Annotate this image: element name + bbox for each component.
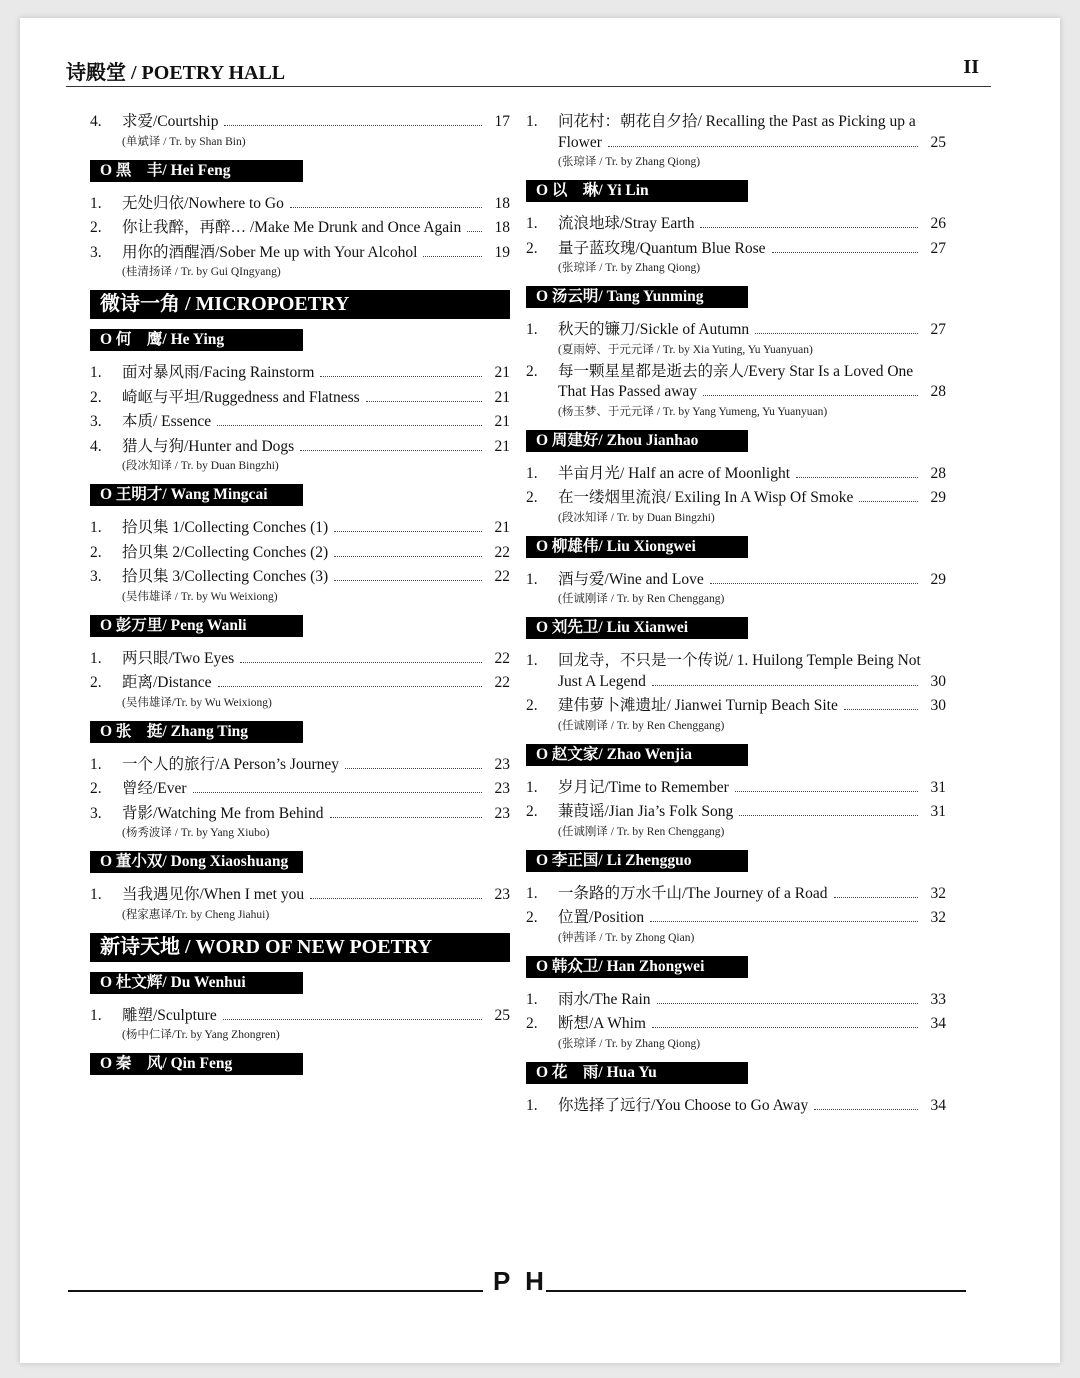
entry-number: 2. (526, 362, 538, 380)
toc-entry[interactable] (526, 570, 946, 608)
toc-entry[interactable] (90, 412, 510, 433)
entry-title: 背影/Watching Me from Behind (122, 804, 324, 822)
translator-credit: (单斌译 / Tr. by Shan Bin) (122, 135, 246, 148)
entry-page-number: 27 (930, 239, 946, 257)
toc-line (90, 755, 510, 776)
entry-title: 流浪地球/Stray Earth (558, 215, 695, 232)
toc-entry[interactable] (526, 488, 946, 526)
toc-entry[interactable] (526, 362, 946, 420)
dot-leader (217, 425, 482, 426)
toc-entry[interactable] (90, 194, 510, 215)
dot-leader (650, 921, 918, 922)
entry-title: 雨水/The Rain (558, 990, 651, 1008)
toc-entry[interactable] (526, 884, 946, 905)
entry-page-number: 32 (930, 884, 946, 902)
author-heading: O 花 雨/ Hua Yu (526, 1062, 748, 1084)
author-heading: O 秦 风/ Qin Feng (90, 1053, 303, 1075)
toc-line (526, 320, 946, 341)
toc-entry[interactable] (526, 320, 946, 358)
translator-credit: (钟茜译 / Tr. by Zhong Qian) (558, 931, 695, 944)
toc-entry[interactable] (90, 885, 510, 923)
entry-title: 当我遇见你/When I met you (122, 886, 305, 903)
translator-credit: (杨玉梦、于元元译 / Tr. by Yang Yumeng, Yu Yuanyuan) (558, 405, 828, 418)
page-number: II (963, 56, 979, 78)
entry-title: 雕塑/Sculpture (122, 1006, 217, 1024)
toc-line (90, 194, 510, 215)
entry-page-number: 22 (494, 649, 510, 667)
entry-page-number: 18 (494, 219, 510, 236)
dot-leader (310, 898, 482, 899)
toc-line (90, 243, 510, 264)
toc-line (526, 990, 946, 1011)
toc-entry[interactable] (90, 518, 510, 539)
entry-page-number: 23 (494, 780, 510, 797)
toc-line (90, 804, 510, 825)
dot-leader (345, 768, 482, 769)
entry-title: 你选择了远行/You Choose to Go Away (558, 1096, 809, 1114)
dot-leader (366, 401, 482, 402)
entry-number: 2. (526, 909, 538, 926)
translator-credit: (段冰知译 / Tr. by Duan Bingzhi) (558, 511, 715, 524)
entry-number: 2. (526, 239, 538, 257)
dot-leader (796, 477, 918, 478)
translator-credit: (张琼译 / Tr. by Zhang Qiong) (558, 1037, 701, 1050)
entry-page-number: 21 (494, 519, 510, 536)
author-heading: O 赵文家/ Zhao Wenjia (526, 744, 748, 766)
entry-title: 求爱/Courtship (122, 113, 219, 130)
toc-entry[interactable] (90, 437, 510, 475)
toc-entry[interactable] (526, 990, 946, 1011)
toc-line (526, 696, 946, 717)
toc-entry[interactable] (90, 804, 510, 842)
entry-page-number: 21 (494, 437, 510, 455)
entry-number: 3. (90, 804, 102, 822)
entry-number: 4. (90, 437, 102, 455)
entry-title: That Has Passed away (558, 383, 698, 400)
toc-entry[interactable] (526, 1014, 946, 1052)
toc-right-column (526, 108, 946, 1116)
author-heading: O 汤云明/ Tang Yunming (526, 286, 748, 308)
entry-title: 无处归依/Nowhere to Go (122, 194, 284, 212)
toc-line (90, 673, 510, 694)
author-heading: O 以 琳/ Yi Lin (526, 180, 748, 202)
translator-credit: (任诚刚译 / Tr. by Ren Chenggang) (558, 825, 725, 838)
toc-line (90, 363, 510, 384)
toc-line (90, 1006, 510, 1027)
entry-number: 1. (90, 364, 102, 381)
entry-page-number: 28 (930, 383, 946, 400)
dot-leader (735, 791, 918, 792)
entry-page-number: 23 (494, 755, 510, 773)
toc-line (90, 437, 510, 458)
entry-page-number: 18 (494, 194, 510, 212)
entry-title: 建伟萝卜滩遗址/ Jianwei Turnip Beach Site (558, 697, 838, 714)
translator-credit: (张琼译 / Tr. by Zhang Qiong) (558, 156, 701, 168)
dot-leader (334, 580, 482, 581)
toc-entry[interactable] (526, 214, 946, 235)
dot-leader (223, 1019, 482, 1020)
toc-entry[interactable] (526, 696, 946, 734)
entry-number: 1. (90, 886, 102, 903)
dot-leader (739, 815, 918, 816)
translator-credit: (吴伟雄译/Tr. by Wu Weixiong) (122, 696, 272, 709)
entry-title: 猎人与狗/Hunter and Dogs (122, 437, 295, 455)
section-heading: 新诗天地 / WORD OF NEW POETRY (90, 933, 510, 962)
toc-line (526, 488, 946, 509)
entry-number: 1. (526, 464, 538, 482)
dot-leader (240, 662, 482, 663)
toc-entry[interactable] (90, 1006, 510, 1044)
toc-entry[interactable] (90, 649, 510, 670)
toc-entry[interactable] (90, 567, 510, 605)
toc-left-column (90, 108, 510, 1087)
author-heading: O 柳雄伟/ Liu Xiongwei (526, 536, 748, 558)
entry-title: 面对暴风雨/Facing Rainstorm (122, 364, 315, 381)
translator-credit: (段冰知译 / Tr. by Duan Bingzhi) (122, 460, 279, 472)
entry-number: 2. (526, 803, 538, 820)
entry-number: 1. (90, 194, 102, 212)
entry-number: 1. (90, 649, 102, 667)
entry-title: Just A Legend (558, 672, 646, 690)
entry-number: 1. (526, 778, 538, 796)
entry-page-number: 34 (930, 1015, 946, 1032)
entry-title: 一条路的万水千山/The Journey of a Road (558, 884, 828, 902)
toc-line (90, 388, 510, 409)
dot-leader (218, 686, 482, 687)
toc-line (526, 672, 946, 693)
entry-title: 量子蓝玫瑰/Quantum Blue Rose (558, 239, 766, 257)
author-heading: O 周建好/ Zhou Jianhao (526, 430, 748, 452)
toc-line (90, 885, 510, 906)
entry-title: 每一颗星星都是逝去的亲人/Every Star Is a Loved One (558, 362, 914, 380)
entry-page-number: 34 (930, 1096, 946, 1114)
author-heading: O 董小双/ Dong Xiaoshuang (90, 851, 303, 873)
entry-number: 2. (526, 489, 538, 506)
toc-entry[interactable] (90, 243, 510, 281)
entry-title: 拾贝集 2/Collecting Conches (2) (122, 543, 329, 561)
toc-line (526, 239, 946, 260)
journal-title: 诗殿堂 / POETRY HALL (66, 62, 286, 84)
entry-number: 1. (526, 990, 538, 1008)
toc-entry[interactable] (90, 388, 510, 409)
toc-entry[interactable] (90, 112, 510, 150)
entry-page-number: 26 (930, 215, 946, 232)
entry-number: 3. (90, 243, 102, 261)
dot-leader (608, 146, 918, 147)
entry-number: 1. (526, 321, 538, 338)
toc-line (526, 112, 946, 133)
toc-entry[interactable] (526, 1096, 946, 1117)
toc-line (526, 133, 946, 154)
dot-leader (423, 256, 482, 257)
dot-leader (330, 817, 482, 818)
dot-leader (772, 252, 918, 253)
entry-page-number: 29 (930, 570, 946, 588)
entry-number: 1. (526, 113, 538, 130)
footer-logo-mark: P H (493, 1266, 548, 1296)
toc-entry[interactable] (90, 543, 510, 564)
dot-leader (334, 531, 482, 532)
entry-number: 2. (90, 543, 102, 561)
footer-rule-right (546, 1290, 966, 1292)
toc-line (90, 779, 510, 800)
dot-leader (844, 709, 918, 710)
entry-title: 一个人的旅行/A Person’s Journey (122, 755, 340, 773)
toc-line (526, 382, 946, 403)
entry-title: 在一缕烟里流浪/ Exiling In A Wisp Of Smoke (558, 489, 854, 506)
translator-credit: (任诚刚译 / Tr. by Ren Chenggang) (558, 593, 725, 605)
entry-title: 蒹葭谣/Jian Jia’s Folk Song (558, 803, 734, 820)
entry-number: 2. (90, 674, 102, 691)
toc-entry[interactable] (526, 778, 946, 799)
dot-leader (224, 125, 482, 126)
dot-leader (193, 792, 482, 793)
toc-entry[interactable] (526, 802, 946, 840)
section-heading: 微诗一角 / MICROPOETRY (90, 290, 510, 319)
entry-number: 2. (90, 219, 102, 236)
author-heading: O 彭万里/ Peng Wanli (90, 615, 303, 637)
entry-page-number: 17 (494, 113, 510, 130)
entry-title: 秋天的镰刀/Sickle of Autumn (558, 321, 750, 338)
toc-line (90, 518, 510, 539)
entry-page-number: 29 (930, 489, 946, 506)
entry-title: 位置/Position (558, 909, 645, 926)
footer-rule-left (68, 1290, 483, 1292)
page-footer (68, 1266, 966, 1306)
entry-title: 用你的酒醒酒/Sober Me up with Your Alcohol (122, 243, 418, 261)
toc-entry[interactable] (90, 363, 510, 384)
entry-page-number: 32 (930, 909, 946, 926)
dot-leader (652, 1027, 918, 1028)
entry-number: 1. (526, 884, 538, 902)
entry-page-number: 25 (930, 133, 946, 151)
entry-title: 距离/Distance (122, 674, 212, 691)
entry-title: 拾贝集 1/Collecting Conches (1) (122, 519, 329, 536)
entry-title: 岁月记/Time to Remember (558, 778, 729, 796)
entry-title: 断想/A Whim (558, 1015, 646, 1032)
dot-leader (657, 1003, 918, 1004)
author-heading: O 张 挺/ Zhang Ting (90, 721, 303, 743)
document-page (20, 18, 1060, 1363)
toc-entry[interactable] (526, 464, 946, 485)
entry-title: 拾贝集 3/Collecting Conches (3) (122, 568, 329, 585)
entry-number: 1. (526, 1096, 538, 1114)
toc-line (526, 651, 946, 672)
toc-line (526, 778, 946, 799)
toc-line (90, 412, 510, 433)
entry-page-number: 23 (494, 886, 510, 903)
entry-page-number: 28 (930, 464, 946, 482)
entry-number: 1. (526, 215, 538, 232)
entry-page-number: 31 (930, 803, 946, 820)
toc-entry[interactable] (90, 755, 510, 776)
toc-line (526, 464, 946, 485)
dot-leader (755, 333, 918, 334)
dot-leader (320, 376, 482, 377)
toc-entry[interactable] (526, 239, 946, 277)
entry-title: 问花村：朝花自夕拾/ Recalling the Past as Picking up a (558, 113, 916, 130)
toc-line (526, 802, 946, 823)
dot-leader (300, 450, 482, 451)
entry-number: 1. (526, 652, 538, 669)
entry-title: 半亩月光/ Half an acre of Moonlight (558, 464, 791, 482)
toc-line (90, 543, 510, 564)
toc-entry[interactable] (526, 651, 946, 692)
entry-page-number: 31 (930, 778, 946, 796)
entry-page-number: 27 (930, 321, 946, 338)
toc-line (526, 908, 946, 929)
author-heading: O 李正国/ Li Zhengguo (526, 850, 748, 872)
entry-number: 1. (526, 570, 538, 588)
entry-page-number: 21 (494, 364, 510, 381)
dot-leader (290, 207, 482, 208)
author-heading: O 何 鹰/ He Ying (90, 329, 303, 351)
dot-leader (652, 685, 918, 686)
entry-title: 本质/ Essence (122, 413, 212, 430)
toc-line (90, 567, 510, 588)
dot-leader (334, 556, 482, 557)
dot-leader (859, 501, 918, 502)
entry-number: 4. (90, 113, 102, 130)
entry-page-number: 30 (930, 672, 946, 690)
entry-page-number: 23 (494, 804, 510, 822)
entry-page-number: 30 (930, 697, 946, 714)
toc-entry[interactable] (526, 908, 946, 946)
entry-number: 1. (90, 755, 102, 773)
dot-leader (834, 897, 919, 898)
toc-entry[interactable] (90, 218, 510, 239)
toc-line (526, 1096, 946, 1117)
entry-page-number: 22 (494, 543, 510, 561)
dot-leader (703, 395, 918, 396)
toc-line (90, 112, 510, 133)
translator-credit: (张琼译 / Tr. by Zhang Qiong) (558, 262, 701, 274)
author-heading: O 韩众卫/ Han Zhongwei (526, 956, 748, 978)
toc-line (526, 362, 946, 383)
page-header (66, 56, 991, 87)
entry-number: 3. (90, 413, 102, 430)
translator-credit: (杨秀波译 / Tr. by Yang Xiubo) (122, 827, 270, 839)
entry-number: 3. (90, 568, 102, 585)
toc-line (526, 214, 946, 235)
entry-title: 两只眼/Two Eyes (122, 649, 235, 667)
toc-line (526, 884, 946, 905)
entry-title: Flower (558, 133, 602, 151)
toc-line (90, 218, 510, 239)
entry-page-number: 21 (494, 388, 510, 406)
entry-number: 2. (526, 697, 538, 714)
author-heading: O 王明才/ Wang Mingcai (90, 484, 303, 506)
entry-title: 回龙寺，不只是一个传说/ 1. Huilong Temple Being Not (558, 652, 921, 669)
entry-title: 曾经/Ever (122, 780, 187, 797)
entry-number: 2. (90, 388, 102, 406)
entry-number: 1. (90, 1006, 102, 1024)
entry-page-number: 25 (494, 1006, 510, 1024)
author-heading: O 黑 丰/ Hei Feng (90, 160, 303, 182)
entry-page-number: 21 (494, 413, 510, 430)
toc-line (526, 1014, 946, 1035)
author-heading: O 杜文辉/ Du Wenhui (90, 972, 303, 994)
toc-line (90, 649, 510, 670)
entry-page-number: 33 (930, 990, 946, 1008)
entry-page-number: 19 (494, 243, 510, 261)
entry-number: 2. (90, 780, 102, 797)
entry-page-number: 22 (494, 674, 510, 691)
dot-leader (814, 1109, 918, 1110)
entry-page-number: 22 (494, 568, 510, 585)
toc-line (526, 570, 946, 591)
entry-title: 酒与爱/Wine and Love (558, 570, 704, 588)
entry-number: 2. (526, 1015, 538, 1032)
translator-credit: (夏雨婷、于元元译 / Tr. by Xia Yuting, Yu Yuanyuan) (558, 343, 813, 356)
entry-number: 1. (90, 519, 102, 536)
dot-leader (700, 227, 918, 228)
entry-title: 你让我醉，再醉… /Make Me Drunk and Once Again (122, 219, 462, 236)
entry-title: 崎岖与平坦/Ruggedness and Flatness (122, 388, 360, 406)
translator-credit: (吴伟雄译 / Tr. by Wu Weixiong) (122, 590, 278, 603)
dot-leader (710, 583, 918, 584)
author-heading: O 刘先卫/ Liu Xianwei (526, 617, 748, 639)
toc-entry[interactable] (526, 112, 946, 170)
toc-entry[interactable] (90, 779, 510, 800)
translator-credit: (杨中仁译/Tr. by Yang Zhongren) (122, 1029, 280, 1041)
translator-credit: (桂清扬译 / Tr. by Gui QIngyang) (122, 266, 281, 278)
toc-entry[interactable] (90, 673, 510, 711)
translator-credit: (任诚刚译 / Tr. by Ren Chenggang) (558, 719, 725, 732)
translator-credit: (程家惠译/Tr. by Cheng Jiahui) (122, 908, 270, 921)
dot-leader (467, 231, 482, 232)
